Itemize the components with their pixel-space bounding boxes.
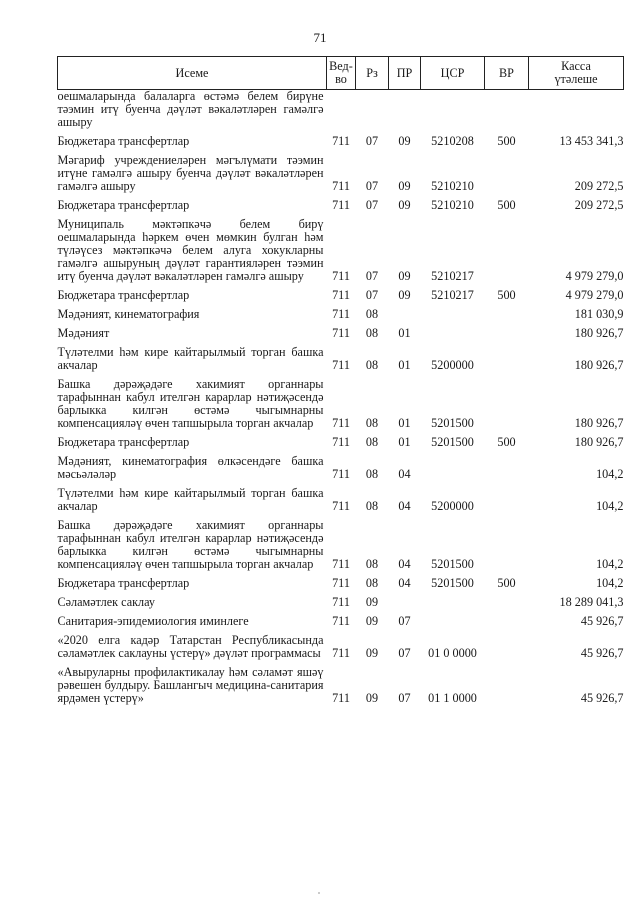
cell-name: Мәдәният, кинематография [57, 307, 200, 321]
cell-rz: 09 [365, 646, 379, 660]
cell-vr [485, 216, 529, 287]
cell-vedo: 711 [332, 307, 350, 321]
table-row [58, 306, 624, 325]
cell-vedo: 711 [332, 269, 350, 283]
cell-rz: 08 [365, 416, 379, 430]
table-row [58, 664, 624, 709]
cell-vr: 500 [497, 134, 516, 148]
cell-vedo: 711 [332, 595, 350, 609]
table-header [58, 57, 624, 90]
cell-amount: 180 926,7 [574, 326, 624, 340]
cell-amount: 209 272,5 [574, 179, 624, 193]
cell-csr [421, 613, 485, 632]
cell-name: Мәдәният, кинематография өлкәсендәге башка мәсьәләләр [57, 454, 324, 481]
cell-csr: 5210210 [431, 198, 474, 212]
cell-vr [485, 632, 529, 664]
cell-rz: 08 [365, 307, 379, 321]
cell-csr: 5210208 [431, 134, 474, 148]
cell-csr: 5201500 [431, 416, 474, 430]
cell-name: оешмаларында балаларга өстәмә белем бирүне тәэмин итү буенча дәүләт вәкаләтләрен гамәлгә ашыру [57, 89, 324, 129]
table-row [58, 594, 624, 613]
cell-vr [485, 594, 529, 613]
cell-vedo: 711 [332, 134, 350, 148]
cell-amount: 18 289 041,3 [559, 595, 624, 609]
cell-csr [421, 325, 485, 344]
cell-vedo: 711 [332, 646, 350, 660]
cell-rz: 08 [365, 467, 379, 481]
cell-pr: 01 [398, 358, 411, 372]
cell-name: Башка дәрәҗәдәге хакимият органнары тарафыннан кабул ителгән карарлар нәтиҗәсендә барлыкка килгән өстәмә чыгымнарны компенсацияләү өчен тапшырыла торган акчалар [57, 377, 324, 430]
cell-csr: 5210217 [431, 288, 474, 302]
table-row [58, 216, 624, 287]
cell-name: Сәламәтлек саклау [57, 595, 155, 609]
header-rz: Рз [356, 57, 389, 90]
cell-name: Бюджетара трансфертлар [57, 435, 190, 449]
cell-rz: 09 [365, 595, 379, 609]
cell-pr: 01 [398, 416, 411, 430]
table-row [58, 485, 624, 517]
cell-name: Башка дәрәҗәдәге хакимият органнары тарафыннан кабул ителгән карарлар нәтиҗәсендә барлыкка килгән өстәмә чыгымнарны компенсацияләү өчен тапшырыла торган акчалар [57, 518, 324, 571]
cell-amount: 104,2 [596, 499, 624, 513]
cell-vedo: 711 [332, 326, 350, 340]
cell-vedo: 711 [332, 179, 350, 193]
cell-vedo [327, 90, 356, 134]
cell-name: Бюджетара трансфертлар [57, 576, 190, 590]
cell-vedo: 711 [332, 614, 350, 628]
header-vedo [327, 57, 356, 90]
table-row [58, 453, 624, 485]
cell-csr: 01 0 0000 [428, 646, 477, 660]
cell-csr: 5200000 [431, 358, 474, 372]
cell-rz: 08 [365, 576, 379, 590]
cell-csr [421, 90, 485, 134]
cell-csr: 5200000 [431, 499, 474, 513]
cell-rz: 08 [365, 358, 379, 372]
cell-vr [485, 152, 529, 197]
cell-amount: 209 272,5 [574, 198, 624, 212]
cell-pr [389, 306, 421, 325]
table-row [58, 613, 624, 632]
cell-vedo: 711 [332, 576, 350, 590]
cell-amount: 4 979 279,0 [565, 269, 624, 283]
header-csr: ЦСР [421, 57, 485, 90]
page-number: 71 [313, 30, 327, 45]
cell-pr: 09 [398, 134, 411, 148]
cell-csr: 5210210 [431, 179, 474, 193]
cell-name: Бюджетара трансфертлар [57, 134, 190, 148]
cell-amount: 180 926,7 [574, 435, 624, 449]
cell-vr [485, 664, 529, 709]
cell-csr: 5210217 [431, 269, 474, 283]
cell-vedo: 711 [332, 288, 350, 302]
cell-pr: 01 [398, 435, 411, 449]
cell-pr [389, 594, 421, 613]
cell-rz: 09 [365, 691, 379, 705]
cell-rz: 07 [365, 288, 379, 302]
cell-vedo: 711 [332, 358, 350, 372]
cell-vr [485, 325, 529, 344]
cell-name: Санитария-эпидемиология иминлеге [57, 614, 249, 628]
cell-vedo: 711 [332, 691, 350, 705]
header-kassa [529, 57, 624, 90]
cell-vedo: 711 [332, 499, 350, 513]
cell-vr [485, 306, 529, 325]
cell-vr [485, 344, 529, 376]
cell-amount [529, 90, 624, 134]
cell-vr [485, 90, 529, 134]
cell-rz: 09 [365, 614, 379, 628]
cell-vr: 500 [497, 435, 516, 449]
cell-pr: 09 [398, 288, 411, 302]
header-kassa-line2: үтәлеше [554, 72, 598, 86]
cell-vr: 500 [497, 288, 516, 302]
header-vr: ВР [485, 57, 529, 90]
budget-table [57, 56, 624, 709]
cell-csr [421, 594, 485, 613]
cell-vedo: 711 [332, 198, 350, 212]
cell-vedo: 711 [332, 416, 350, 430]
cell-rz: 08 [365, 435, 379, 449]
cell-rz: 08 [365, 326, 379, 340]
cell-pr: 04 [398, 499, 411, 513]
cell-pr: 09 [398, 269, 411, 283]
cell-vr: 500 [497, 576, 516, 590]
cell-pr: 01 [398, 326, 411, 340]
cell-vedo: 711 [332, 435, 350, 449]
cell-vr [485, 485, 529, 517]
table-row [58, 434, 624, 453]
table-row [58, 344, 624, 376]
cell-vedo: 711 [332, 557, 350, 571]
table-row [58, 152, 624, 197]
cell-amount: 104,2 [596, 557, 624, 571]
cell-pr: 07 [398, 614, 411, 628]
cell-vr [485, 613, 529, 632]
table-row [58, 287, 624, 306]
cell-pr [389, 90, 421, 134]
table-body [58, 90, 624, 710]
cell-name: «2020 елга кадәр Татарстан Республикасында сәламәтлек саклауны үстерү» дәүләт программасы [57, 633, 324, 660]
header-kassa-line1: Касса [561, 59, 591, 73]
cell-amount: 104,2 [596, 576, 624, 590]
table-row [58, 517, 624, 575]
cell-rz: 08 [365, 557, 379, 571]
table-row [58, 90, 624, 134]
cell-pr: 07 [398, 646, 411, 660]
cell-amount: 180 926,7 [574, 358, 624, 372]
table-row [58, 575, 624, 594]
cell-name: Мәдәният [57, 326, 110, 340]
cell-pr: 04 [398, 557, 411, 571]
cell-name: Муниципаль мәктәпкәчә белем бирү оешмаларында һәркем өчен мөмкин булган һәм түләүсез мәктәпкәчә белем алуга хокукларны гамәлгә ашыруның дәүләт гарантияләрен тәэмин итү буенча дәүләт вәкаләтләрен гамәлгә ашыру [57, 217, 324, 283]
cell-rz: 07 [365, 134, 379, 148]
cell-name: Мәгариф учреждениеләрен мәгълүмати тәэмин итүне гамәлгә ашыру буенча дәүләт вәкаләтләрен гамәлгә ашыру [57, 153, 324, 193]
cell-amount: 45 926,7 [580, 691, 624, 705]
cell-name: Бюджетара трансфертлар [57, 288, 190, 302]
cell-csr: 5201500 [431, 435, 474, 449]
cell-amount: 45 926,7 [580, 646, 624, 660]
cell-csr [421, 453, 485, 485]
cell-vedo: 711 [332, 467, 350, 481]
header-vedo-line1: Вед- [329, 59, 353, 73]
header-pr: ПР [389, 57, 421, 90]
cell-amount: 181 030,9 [574, 307, 624, 321]
cell-pr: 04 [398, 467, 411, 481]
header-vedo-line2: во [335, 72, 347, 86]
table-row [58, 133, 624, 152]
table-row [58, 376, 624, 434]
cell-rz: 07 [365, 198, 379, 212]
cell-pr: 04 [398, 576, 411, 590]
cell-vr: 500 [497, 198, 516, 212]
cell-rz [356, 90, 389, 134]
cell-csr: 01 1 0000 [428, 691, 477, 705]
table-row [58, 325, 624, 344]
cell-amount: 180 926,7 [574, 416, 624, 430]
cell-amount: 4 979 279,0 [565, 288, 624, 302]
header-name: Исеме [58, 57, 327, 90]
cell-vr [485, 453, 529, 485]
cell-amount: 13 453 341,3 [559, 134, 624, 148]
cell-pr: 07 [398, 691, 411, 705]
cell-rz: 07 [365, 269, 379, 283]
cell-csr: 5201500 [431, 576, 474, 590]
page-mark [318, 892, 320, 894]
cell-pr: 09 [398, 179, 411, 193]
cell-pr: 09 [398, 198, 411, 212]
cell-vr [485, 376, 529, 434]
table-row [58, 197, 624, 216]
cell-csr: 5201500 [431, 557, 474, 571]
cell-vr [485, 517, 529, 575]
cell-name: Түләтелми һәм кире кайтарылмый торган башка акчалар [57, 486, 324, 513]
cell-amount: 45 926,7 [580, 614, 624, 628]
cell-rz: 07 [365, 179, 379, 193]
cell-csr [421, 306, 485, 325]
cell-amount: 104,2 [596, 467, 624, 481]
cell-name: Бюджетара трансфертлар [57, 198, 190, 212]
cell-name: Түләтелми һәм кире кайтарылмый торган башка акчалар [57, 345, 324, 372]
cell-name: «Авыруларны профилактикалау һәм сәламәт яшәү рәвешен булдыру. Башлангыч медицина-санитария ярдәмен үстерү» [57, 665, 324, 705]
cell-rz: 08 [365, 499, 379, 513]
table-row [58, 632, 624, 664]
